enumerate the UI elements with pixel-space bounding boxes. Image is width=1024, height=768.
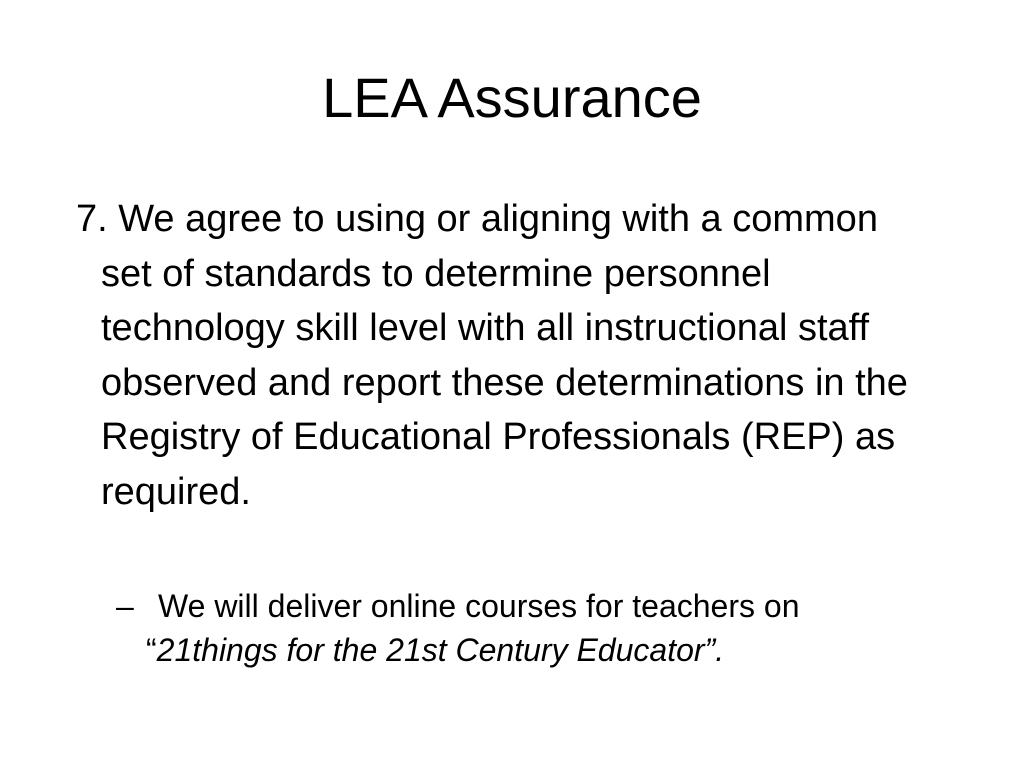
dash-bullet: – xyxy=(116,588,134,624)
open-quote: “ xyxy=(146,632,157,668)
sub-point xyxy=(116,584,1024,672)
course-title: 21things for the 21st Century Educator”. xyxy=(156,632,725,668)
sub-point-lead-text: We will deliver online courses for teachers on xyxy=(158,588,800,624)
slide-title: LEA Assurance xyxy=(322,66,702,129)
assurance-point-7: 7. We agree to using or aligning with a common set of standards to determine personnel technology skill level with all instructional staff observed and report these determinations in the Registry of Educational Professionals (REP) as required. xyxy=(76,198,908,513)
